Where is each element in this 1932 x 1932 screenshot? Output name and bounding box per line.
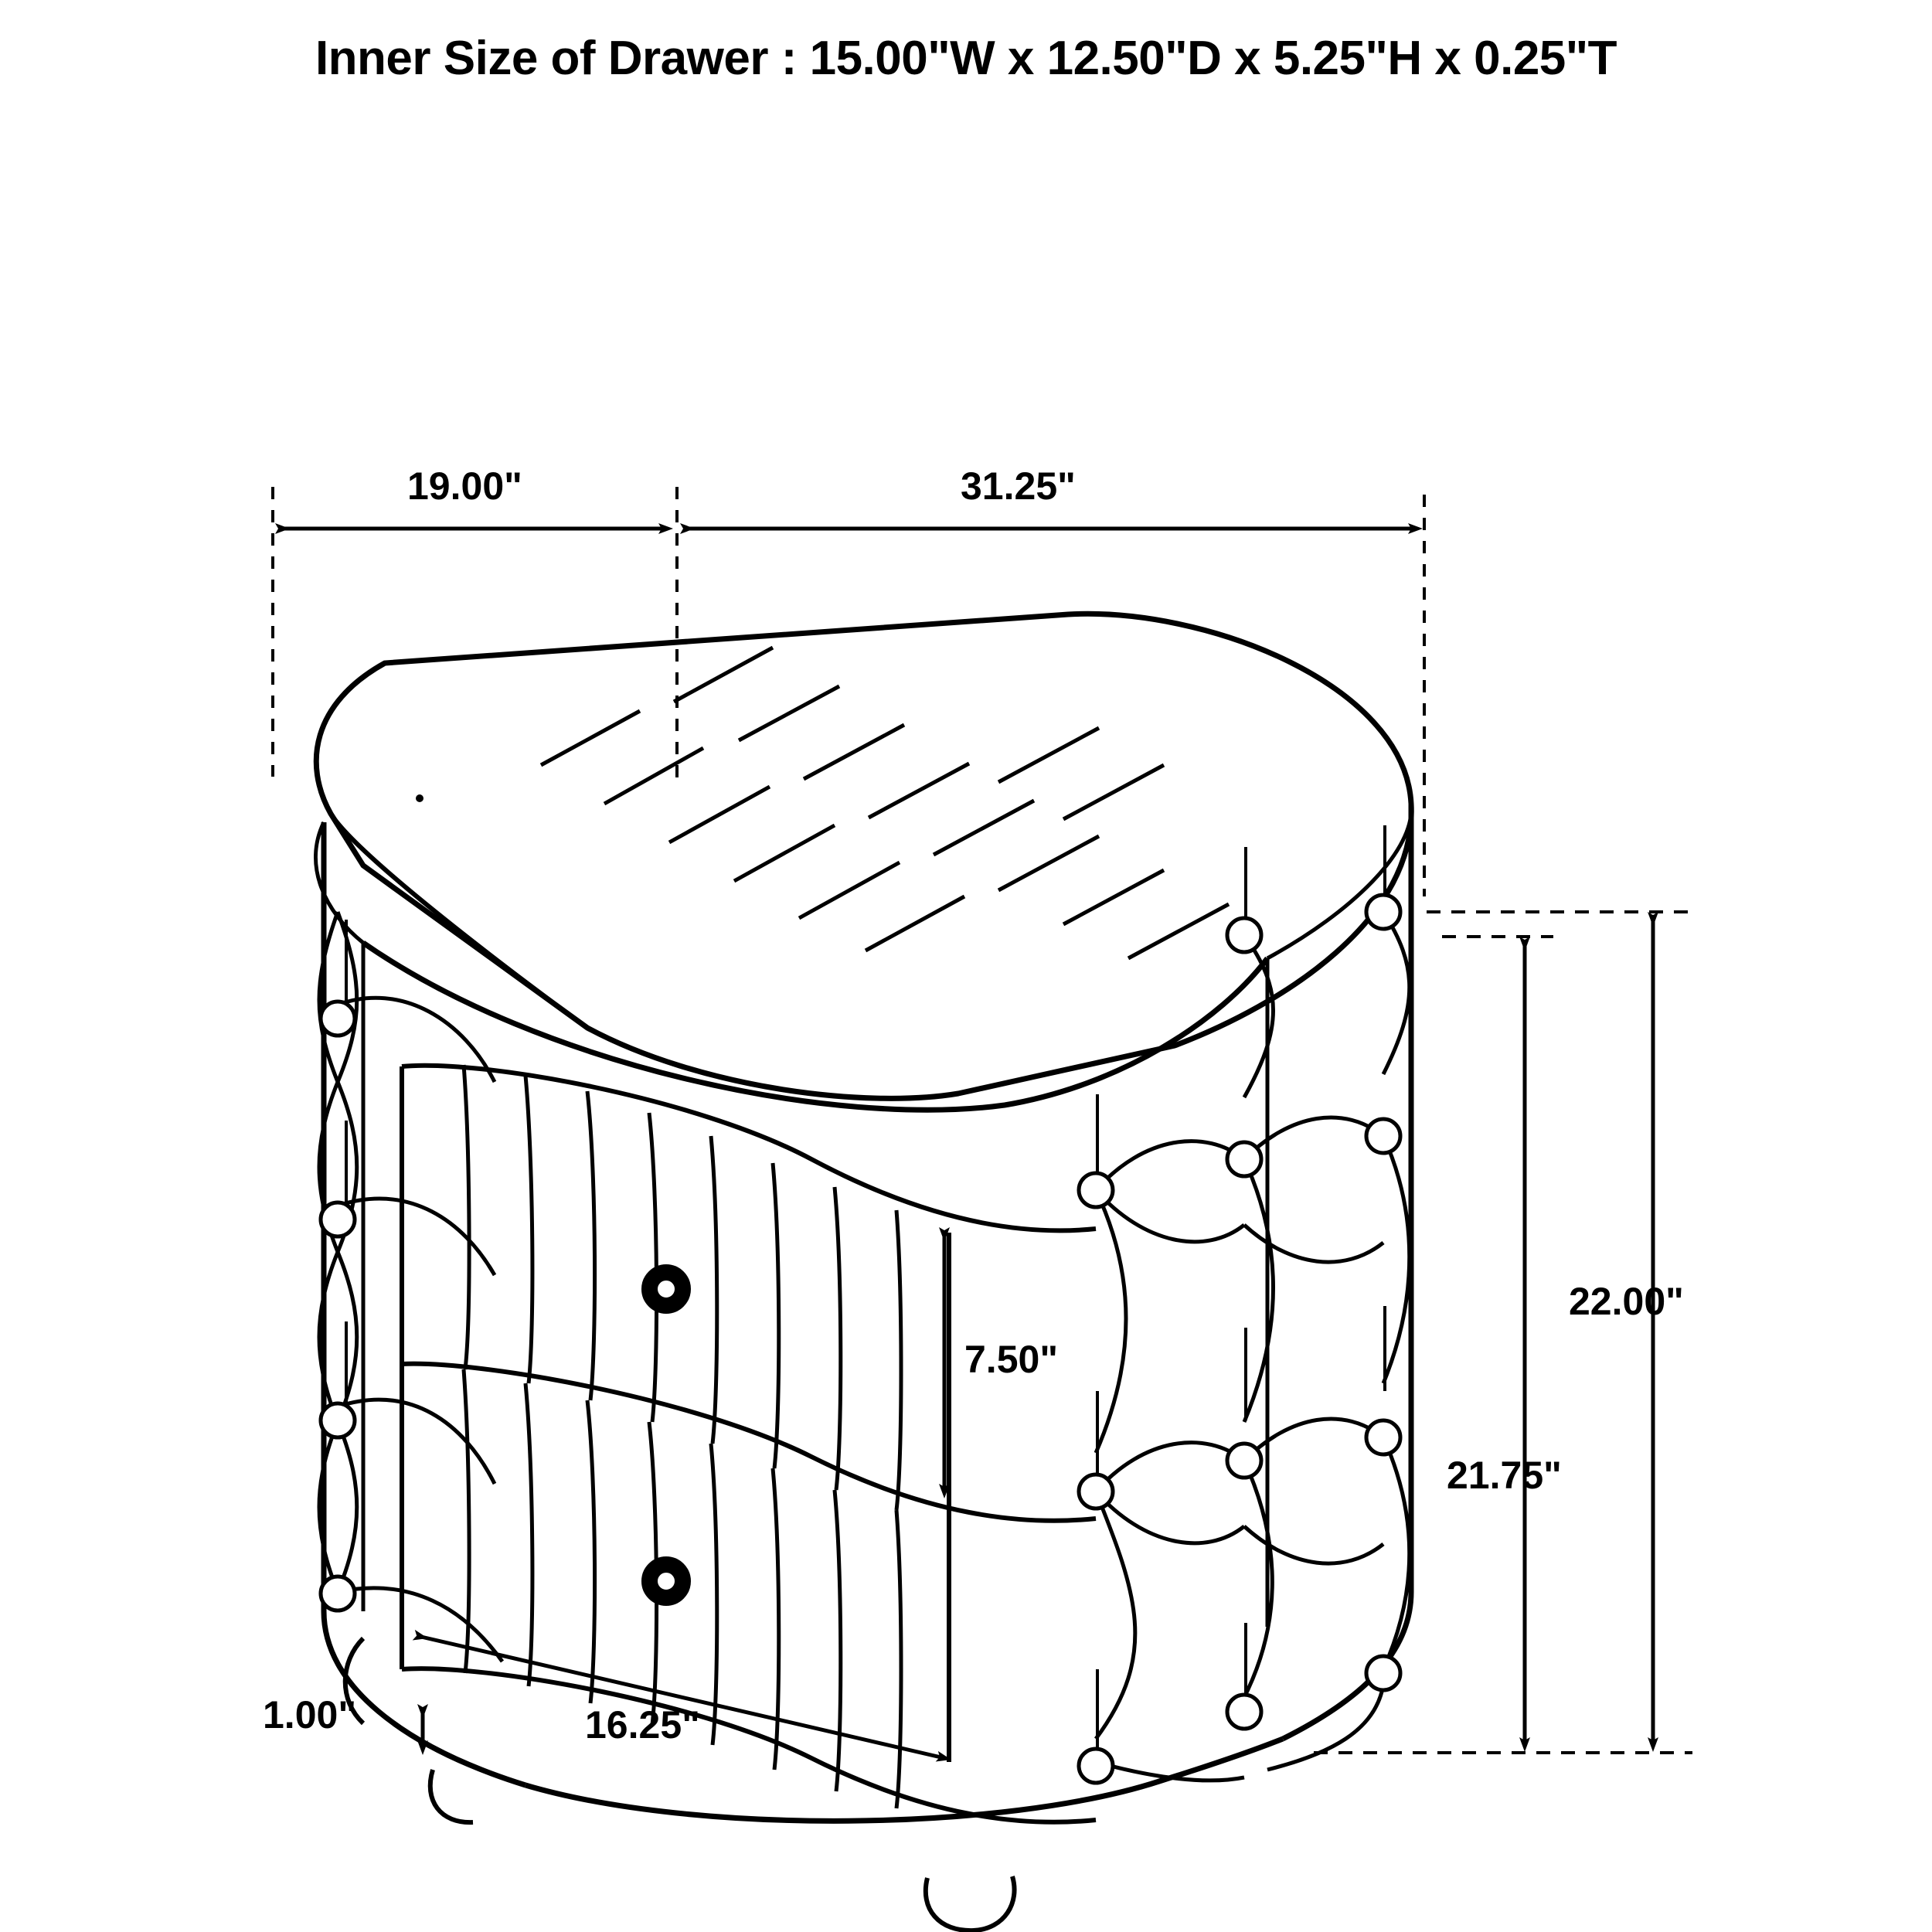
label-total-height: 22.00" <box>1569 1280 1684 1323</box>
cabinet-top-front-edge <box>363 943 1267 1110</box>
label-drawer-width: 16.25" <box>585 1703 700 1747</box>
label-drawer-height: 7.50" <box>964 1338 1059 1381</box>
cabinet-feet <box>345 1638 1015 1930</box>
page-title: Inner Size of Drawer : 15.00"W x 12.50"D x 5.25"H x 0.25"T <box>315 32 1617 85</box>
label-top-right-width: 31.25" <box>961 464 1076 508</box>
label-foot-height: 1.00" <box>263 1693 357 1736</box>
label-top-left-width: 19.00" <box>407 464 522 508</box>
top-detail-dot <box>416 794 423 802</box>
tufting-pattern <box>319 825 1410 1783</box>
dimension-extension-lines <box>273 487 1424 896</box>
top-surface-grain <box>541 648 1229 958</box>
label-body-height: 21.75" <box>1447 1454 1562 1497</box>
drawer-knob-upper <box>643 1266 689 1312</box>
drawer-knob-lower <box>643 1558 689 1604</box>
height-extension-lines <box>1314 912 1692 1753</box>
drawer-upper <box>402 1066 1096 1521</box>
